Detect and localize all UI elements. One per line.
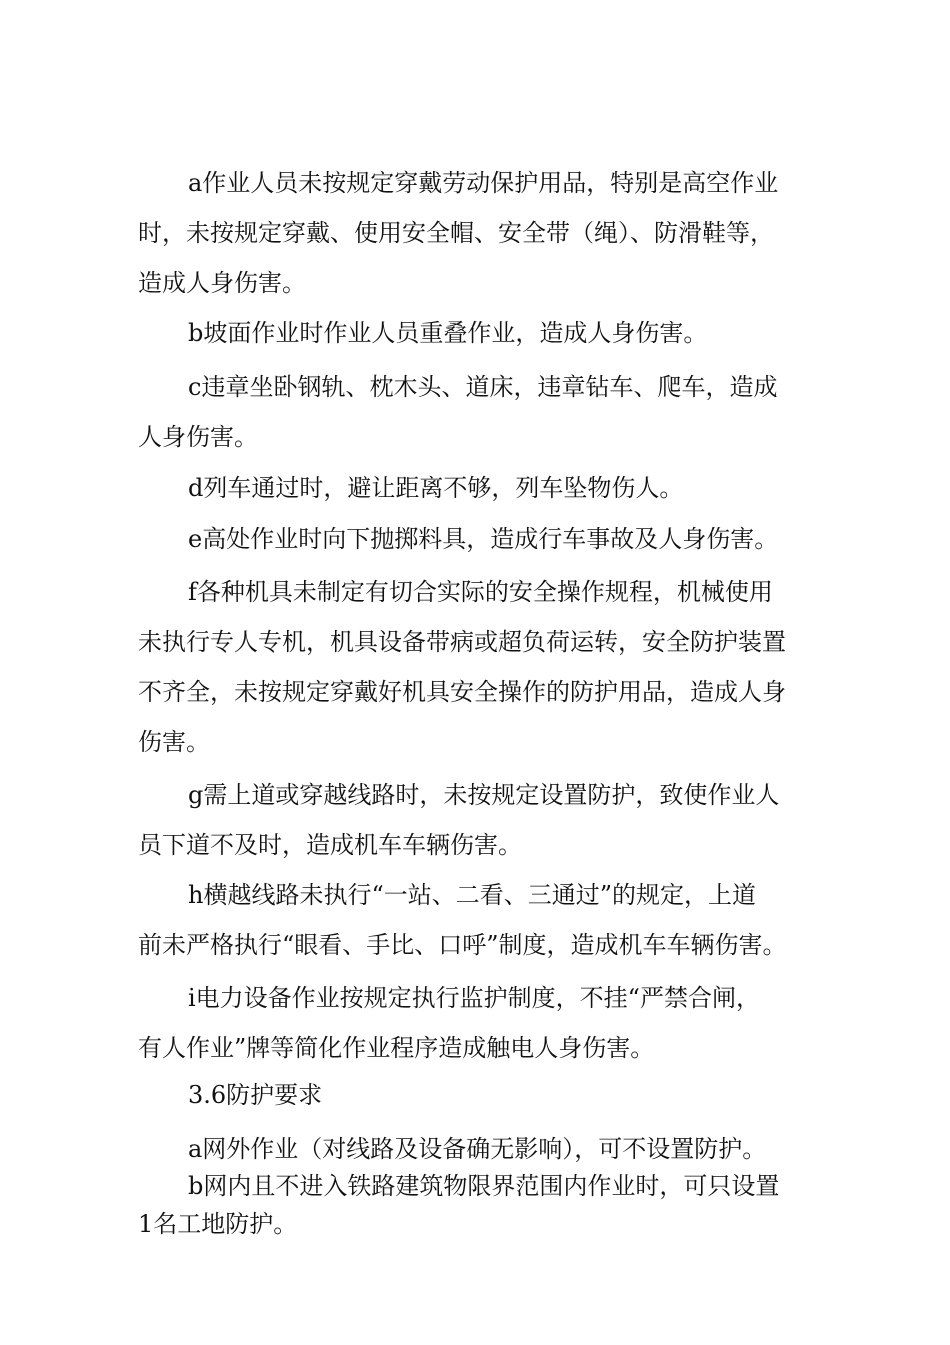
paragraph-a [138,158,838,308]
text-line: i电力设备作业按规定执行监护制度，不挂“严禁合闸， [188,984,760,1012]
paragraph-i [138,973,838,1073]
text-line: c违章坐卧钢轨、枕木头、道床，违章钻车、爬车，造成 [188,373,778,401]
text-line: b网内且不进入铁路建筑物限界范围内作业时，可只设置 [188,1172,780,1200]
text-line: d列车通过时，避让距离不够，列车坠物伤人。 [188,474,684,502]
text-line: g需上道或穿越线路时，未按规定设置防护，致使作业人 [188,781,780,809]
text-line: 前未严格执行“眼看、手比、口呼”制度，造成机车车辆伤害。 [138,931,787,959]
text-line: a网外作业（对线路及设备确无影响），可不设置防护。 [188,1135,767,1163]
text-line: 1名工地防护。 [138,1210,298,1238]
text-line: 有人作业”牌等简化作业程序造成触电人身伤害。 [138,1034,655,1062]
paragraph-f [138,567,838,767]
text-line: e高处作业时向下抛掷料具，造成行车事故及人身伤害。 [188,525,779,553]
paragraph-d [138,463,838,513]
paragraph-protection-b [138,1167,838,1243]
text-line: 时，未按规定穿戴、使用安全帽、安全带（绳）、防滑鞋等， [138,219,774,247]
text-line: 员下道不及时，造成机车车辆伤害。 [138,831,522,859]
paragraph-h [138,870,838,970]
text-line: 3.6防护要求 [188,1081,323,1109]
paragraph-e [138,514,838,564]
paragraph-b [138,308,838,358]
text-line: h横越线路未执行“一站、二看、三通过”的规定，上道 [188,881,756,909]
text-line: 不齐全，未按规定穿戴好机具安全操作的防护用品，造成人身 [138,678,786,706]
text-line: b坡面作业时作业人员重叠作业，造成人身伤害。 [188,319,708,347]
text-line: f各种机具未制定有切合实际的安全操作规程，机械使用 [188,578,773,606]
text-line: 造成人身伤害。 [138,269,306,297]
paragraph-c [138,362,838,462]
text-line: 人身伤害。 [138,423,258,451]
text-line: 未执行专人专机，机具设备带病或超负荷运转，安全防护装置 [138,628,786,656]
text-line: 伤害。 [138,728,210,756]
section-heading [138,1070,838,1120]
paragraph-g [138,770,838,870]
text-line: a作业人员未按规定穿戴劳动保护用品，特别是高空作业 [188,169,779,197]
